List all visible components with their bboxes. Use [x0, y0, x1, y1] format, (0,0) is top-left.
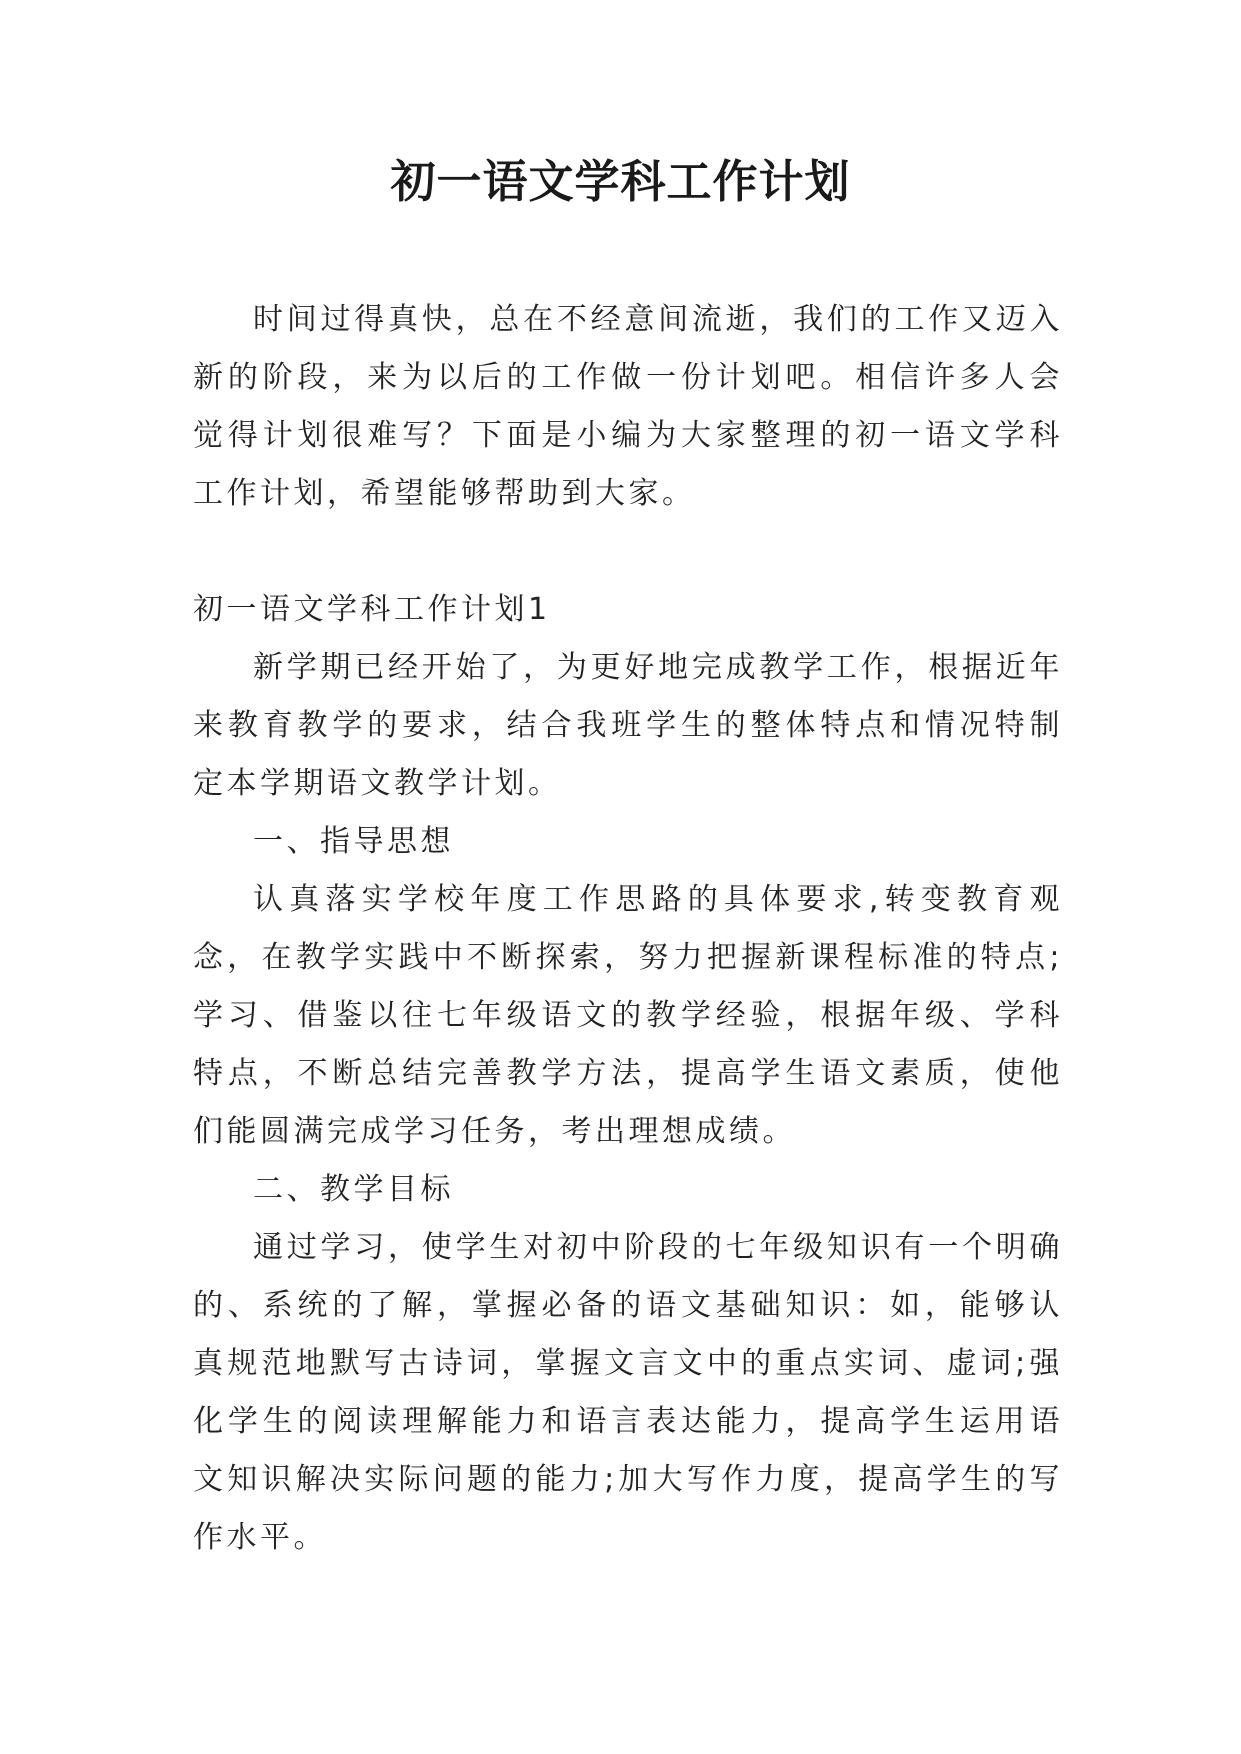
- intro-paragraph: 时间过得真快，总在不经意间流逝，我们的工作又迈入新的阶段，来为以后的工作做一份计划吧。相信许多人会觉得计划很难写？下面是小编为大家整理的初一语文学科工作计划，希望能够帮助到大家。: [193, 302, 1063, 511]
- paragraph-1: 新学期已经开始了，为更好地完成教学工作，根据近年来教育教学的要求，结合我班学生的整体特点和情况特制定本学期语文教学计划。: [193, 650, 1063, 801]
- paragraph-2: 认真落实学校年度工作思路的具体要求,转变教育观念，在教学实践中不断探索，努力把握新课程标准的特点;学习、借鉴以往七年级语文的教学经验，根据年级、学科特点，不断总结完善教学方法，提高学生语文素质，使他们能圆满完成学习任务，考出理想成绩。: [193, 882, 1063, 1149]
- document-body: [193, 291, 1063, 1567]
- paragraph-spacer: [193, 523, 1063, 581]
- document-title: 初一语文学科工作计划: [390, 155, 851, 208]
- paragraph-3: 通过学习，使学生对初中阶段的七年级知识有一个明确的、系统的了解，掌握必备的语文基础知识：如，能够认真规范地默写古诗词，掌握文言文中的重点实词、虚词;强化学生的阅读理解能力和语言表达能力，提高学生运用语文知识解决实际问题的能力;加大写作力度，提高学生的写作水平。: [193, 1230, 1063, 1555]
- heading-teaching-goals: 二、教学目标: [253, 1172, 454, 1207]
- section-title: 初一语文学科工作计划1: [193, 592, 551, 627]
- heading-guiding-thought: 一、指导思想: [253, 824, 454, 859]
